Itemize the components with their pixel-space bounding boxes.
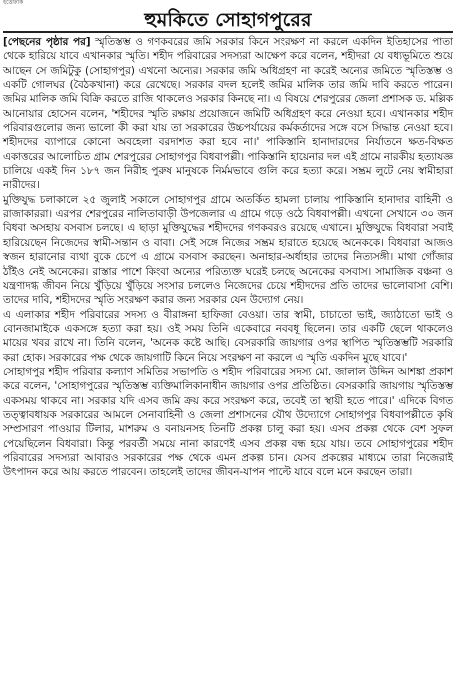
top-strip: ইত্তেফাক: [3, 0, 24, 6]
continuation-kicker: [পেছনের পৃষ্ঠার পর]: [3, 36, 91, 48]
headline: হুমকিতে সোহাগপুরের: [144, 9, 312, 31]
article-body: [3, 35, 453, 480]
article-paragraph-1: [3, 35, 453, 193]
article-paragraph-4: সোহাগপুর শহীদ পরিবার কল্যাণ সমিতির সভাপতি ও শহীদ পরিবারের সদস্য মো. জালাল উদ্দিন আশঙ্কা প্রকাশ করে বলেন, 'সোহাগপুরের স্মৃতিস্তম্ভ ব্যক্তিমালিকানাধীন জায়গার ওপর প্রতিষ্ঠিত। বেসরকারি জায়গায় স্মৃতিস্তম্ভ একসময় থাকবে না। সরকার যদি এসব জমি ক্রয় করে সংরক্ষণ করে, তবেই তা স্থায়ী হতে পারে।' এদিকে বিগত তত্ত্বাবধায়ক সরকারের আমলে সেনাবাহিনী ও জেলা প্রশাসনের যৌথ উদ্যোগে সোহাগপুর বিধবাপল্লীতে কৃষি সম্প্রসারণ পাওয়ার টিলার, মাশরুম ও বনায়নসহ তিনটি প্রকল্প চালু করা হয়। এসব প্রকল্প থেকে বেশ সুফল পেয়েছিলেন বিধবারা। কিন্তু পরবর্তী সময়ে নানা কারণেই এসব প্রকল্প বন্ধ হয়ে যায়। তবে সোহাগপুরের শহীদ পরিবারের সদস্যরা আবারও সরকারের পক্ষ থেকে এমন প্রকল্প চান। যেসব প্রকল্পের মাধ্যমে তারা নিজেরাই উৎপাদন করে আয় করতে পারবেন। তাহলেই তাদের জীবন-যাপন পাল্টে যাবে বলে মনে করছেন তারা।: [3, 365, 453, 479]
paragraph-text: স্মৃতিস্তম্ভ ও গণকবরের জমি সরকার কিনে সংরক্ষণ না করলে একদিন ইতিহাসের পাতা থেকে হারিয়ে যাবে এখানকার স্মৃতি। শহীদ পরিবারের সদস্যরা আক্ষেপ করে বলেন, শহীদরা যে বধ্যভূমিতে শুয়ে আছেন সে জমিটুকু (সোহাগপুর) এখনো অন্যের। সরকার জমি অধিগ্রহণ না করেই অন্যের জমিতে স্মৃতিস্তম্ভ ও একটি গোলঘর (বৈঠকখানা) করে রেখেছে। সরকার বদল হলেই জমির মালিক তার জমি দাবি করতে পারেন। জমির মালিক জমি বিক্রি করতে রাজি থাকলেও সরকার কিনছে না। এ বিষয়ে শেরপুরের জেলা প্রশাসক ড. মল্লিক আনোয়ার হোসেন বলেন, 'শহীদের স্মৃতি রক্ষায় প্রয়োজনে জমিটি অধিগ্রহণ করে নেওয়া হবে। এখানকার শহীদ পরিবারগুলোর জন্য ভালো কী করা যায় তা সরকারের উচ্চপর্যায়ের কর্মকর্তাদের সঙ্গে বসে সিদ্ধান্ত নেওয়া হবে। শহীদদের ব্যাপারে কোনো অবহেলা বরদাশত করা হবে না।' পাকিস্তানি হানাদারদের নির্যাতনে ক্ষত-বিক্ষত একাত্তরের আলোচিত গ্রাম শেরপুরের সোহাগপুর বিধবাপল্লী। পাকিস্তানি হায়েনার দল এই গ্রামে নারকীয় হত্যাযজ্ঞ চালিয়ে একই দিন ১৮৭ জন নিরীহ পুরুষ মানুষকে নির্মমভাবে গুলি করে হত্যা করে। সম্ভ্রম লুটে নেয় স্বামীহারা নারীদের।: [3, 36, 453, 192]
article-paragraph-3: এ এলাকার শহীদ পরিবারের সদস্য ও বীরাঙ্গনা হাফিজা বেওয়া। তার স্বামী, চাচাতো ভাই, জ্যাঠাতো ভাই ও বোনজামাইকে একসঙ্গে হত্যা করা হয়। ওই সময় তিনি একেবারে নববধূ ছিলেন। তার একটি ছেলে থাকলেও মায়ের খবর রাখে না। তিনি বলেন, 'অনেক কষ্টে আছি। বেসরকারি জায়গার ওপর স্থাপিত স্মৃতিস্তম্ভটি সরকারি করা হোক। সরকারের পক্ষ থেকে জায়গাটি কিনে নিয়ে সংরক্ষণ না করলে এ স্মৃতি একদিন মুছে যাবে।': [3, 308, 453, 364]
article-paragraph-2: মুক্তিযুদ্ধ চলাকালে ২৫ জুলাই সকালে সোহাগপুর গ্রামে অতর্কিত হামলা চালায় পাকিস্তানি হানাদার বাহিনী ও রাজাকাররা। এরপর শেরপুরের নালিতাবাড়ী উপজেলার এ গ্রামে গড়ে ওঠে বিধবাপল্লী। এখনো সেখানে ৩০ জন বিধবা অসহায় বসবাস চলছে। এ ছাড়া মুক্তিযুদ্ধের শহীদদের গণকবরও রয়েছে এখানে। মুক্তিযুদ্ধে বিধবারা সবাই হারিয়েছেন নিজেদের স্বামী-সন্তান ও বাবা। সেই সঙ্গে নিজের সম্ভ্রম হারাতে হয়েছে অনেককে। বিধবারা আজও স্বজন হারানোর ব্যথা বুকে চেপে এ গ্রামে বসবাস করছেন। অনাহার-অর্ধাহার তাদের নিত্যসঙ্গী। মাথা গোঁজার ঠাঁইও নেই অনেকের। রাস্তার পাশে কিংবা অন্যের পরিত্যক্ত ঘরেই চলছে অনেকের বসবাস। সামাজিক বঞ্চনা ও যন্ত্রণাদগ্ধ জীবন নিয়ে খুঁড়িয়ে খুঁড়িয়ে সংসার চললেও নিজেদের চেয়ে শহীদদের প্রতি তাদের ভালোবাসা বেশি। তাদের দাবি, শহীদদের স্মৃতি সংরক্ষণ করার জন্য সরকার যেন উদ্যোগ নেয়।: [3, 193, 453, 307]
headline-rule: [3, 31, 453, 33]
